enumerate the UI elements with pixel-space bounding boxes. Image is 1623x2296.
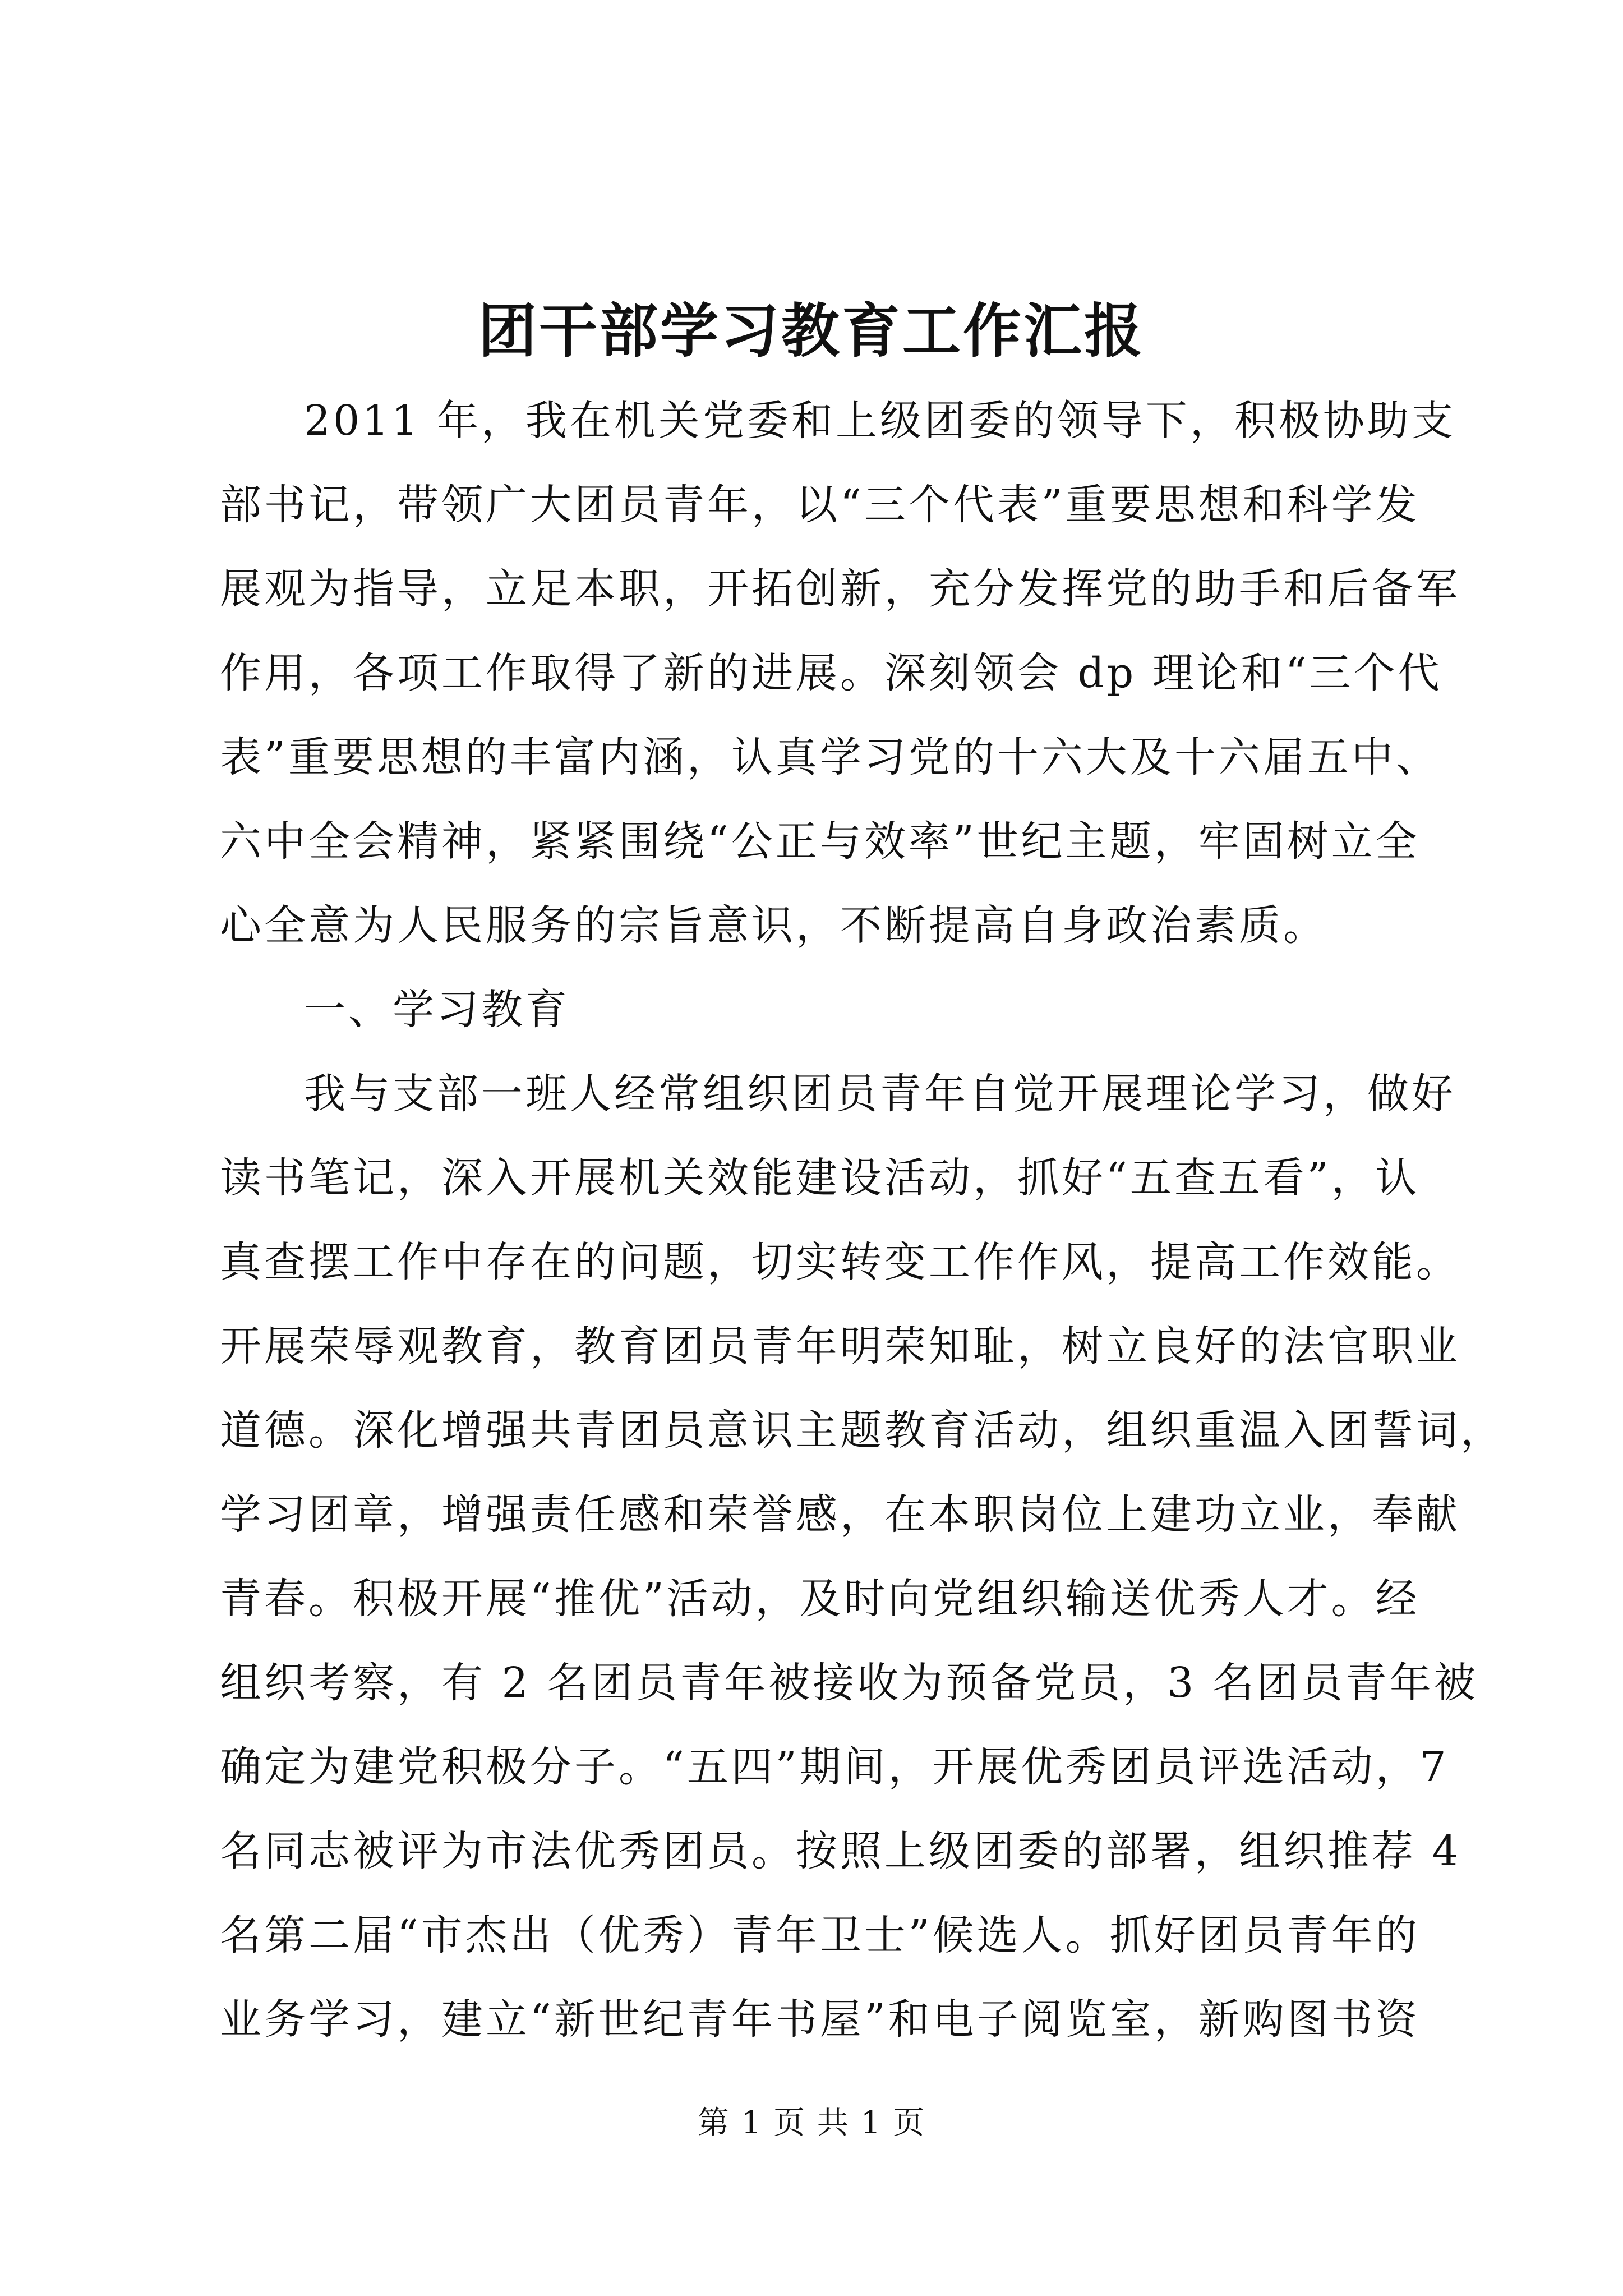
body-line: 我与支部一班人经常组织团员青年自觉开展理论学习，做好 [304, 1070, 1456, 1118]
body-line: 道德。深化增强共青团员意识主题教育活动，组织重温入团誓词， [220, 1406, 1505, 1455]
body-line: 青春。积极开展“推优”活动，及时向党组织输送优秀人才。经 [220, 1575, 1420, 1623]
body-line: 名同志被评为市法优秀团员。按照上级团委的部署，组织推荐 4 [220, 1827, 1461, 1875]
body-line: 读书笔记，深入开展机关效能建设活动，抓好“五查五看”，认 [220, 1154, 1420, 1202]
body-line: 真查摆工作中存在的问题，切实转变工作作风，提高工作效能。 [220, 1238, 1460, 1286]
body-line: 2011 年，我在机关党委和上级团委的领导下，积极协助支 [304, 397, 1456, 445]
body-line: 表”重要思想的丰富内涵，认真学习党的十六大及十六届五中、 [220, 733, 1440, 781]
document-title: 团干部学习教育工作汇报 [478, 296, 1145, 365]
body-line: 部书记，带领广大团员青年，以“三个代表”重要思想和科学发 [220, 481, 1420, 529]
body-line: 开展荣辱观教育，教育团员青年明荣知耻，树立良好的法官职业 [220, 1322, 1460, 1370]
body-line: 学习团章，增强责任感和荣誉感，在本职岗位上建功立业，奉献 [220, 1490, 1460, 1539]
page-number-footer: 第 1 页 共 1 页 [697, 2105, 926, 2141]
body-line: 六中全会精神，紧紧围绕“公正与效率”世纪主题，牢固树立全 [220, 817, 1420, 866]
body-line: 作用，各项工作取得了新的进展。深刻领会 dp 理论和“三个代 [220, 649, 1442, 697]
body-line: 确定为建党积极分子。“五四”期间，开展优秀团员评选活动，7 [220, 1743, 1449, 1791]
section-heading: 一、学习教育 [304, 986, 570, 1034]
body-line: 组织考察，有 2 名团员青年被接收为预备党员，3 名团员青年被 [220, 1659, 1478, 1707]
body-line: 展观为指导，立足本职，开拓创新，充分发挥党的助手和后备军 [220, 565, 1460, 613]
body-line: 名第二届“市杰出（优秀）青年卫士”候选人。抓好团员青年的 [220, 1911, 1420, 1959]
document-body [220, 379, 1505, 2062]
body-line: 业务学习，建立“新世纪青年书屋”和电子阅览室，新购图书资 [220, 1995, 1420, 2044]
body-line: 心全意为人民服务的宗旨意识，不断提高自身政治素质。 [220, 901, 1327, 950]
